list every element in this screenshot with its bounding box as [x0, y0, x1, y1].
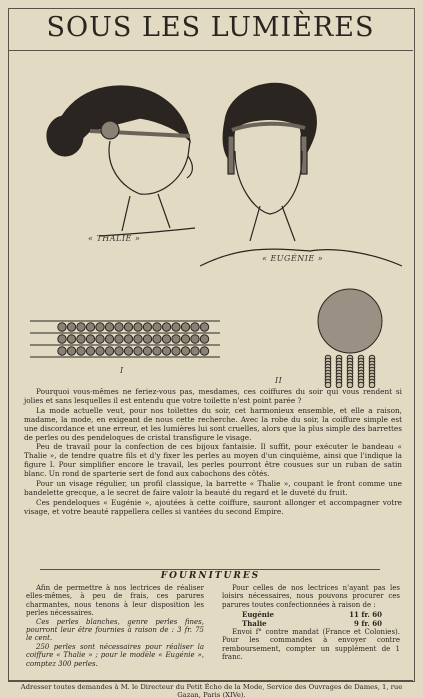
bead	[96, 335, 104, 343]
caption-figure-1: I	[120, 366, 124, 375]
body-paragraph: Peu de travail pour la confection de ces bijoux fantaisie. Il suffit, pour exécuter le bandeau « Thalie », de tendre quatre fils et d'y fixer les perles au moyen d'un cinquième, ainsi que l'indique la figure I. Pour simplifier encore le travail, les perles pourront être cousues sur un ruban de satin blanc. Un rond de sparterie sert de fond aux cabochons des côtés.	[24, 442, 402, 479]
price-row	[242, 620, 382, 628]
price-name: Eugénie	[242, 610, 274, 620]
fournitures-left-italic: Ces perles blanches, genre perles fines, pourront leur être fournies à raison de : 3 fr. 75 le cent.	[26, 617, 204, 643]
bead	[67, 335, 75, 343]
fournitures-left-column	[26, 584, 204, 668]
bead	[77, 347, 85, 355]
bead	[153, 335, 161, 343]
section-rule	[40, 569, 380, 570]
price-value: 9 fr. 60	[354, 618, 382, 628]
bead	[172, 323, 180, 331]
bead	[86, 335, 94, 343]
bead	[153, 347, 161, 355]
bead	[58, 335, 66, 343]
bead	[200, 323, 208, 331]
bead	[191, 335, 199, 343]
caption-thalie: « THALIE »	[88, 234, 141, 243]
body-paragraph: Pour un visage régulier, un profil classique, la barrette « Thalie », coupant le front comme une bandelette grecque, a le secret de faire valoir la beauté du regard et le duveté du fruit.	[24, 479, 402, 497]
fournitures-left-text: Afin de permettre à nos lectrices de réaliser elles-mêmes, à peu de frais, ces parures charmantes, nous tenons à leur disposition les perles nécessaires.	[26, 584, 204, 618]
bead	[134, 347, 142, 355]
eugenie-portrait	[200, 83, 402, 266]
bead	[191, 347, 199, 355]
price-table	[242, 611, 382, 628]
bead	[115, 347, 123, 355]
page-title: SOUS LES LUMIÈRES	[46, 12, 375, 43]
caption-eugenie: « EUGÉNIE »	[262, 254, 324, 263]
bead	[124, 335, 132, 343]
article-body	[24, 388, 402, 518]
bead	[200, 335, 208, 343]
bead	[134, 323, 142, 331]
footer-address: Adresser toutes demandes à M. le Directeur du Petit Écho de la Mode, Service des Ouvrages de Dames, 1, rue Gazan, Paris (XIVe).	[20, 683, 403, 698]
fournitures-right-text-2: Envoi f° contre mandat (France et Colonies). Pour les commandes à envoyer contre remboursement, compter un supplément de 1 franc.	[222, 628, 400, 662]
fournitures-left-italic-2: 250 perles sont nécessaires pour réaliser la coiffure « Thalie » ; pour le modèle « Eugénie », comptez 300 perles.	[26, 642, 204, 668]
bead	[77, 335, 85, 343]
bead	[86, 347, 94, 355]
bead	[124, 347, 132, 355]
bead	[191, 323, 199, 331]
bead	[67, 347, 75, 355]
bead	[172, 347, 180, 355]
price-value: 11 fr. 60	[349, 610, 382, 620]
fournitures-heading: FOURNITURES	[160, 571, 261, 581]
fournitures-right-text: Pour celles de nos lectrices n'ayant pas les loisirs nécessaires, nous pouvons procurer ces parures toutes confectionnées à raison de :	[222, 584, 400, 609]
bead-band-figure	[30, 321, 220, 357]
caption-figure-2: II	[275, 376, 283, 385]
bead	[124, 323, 132, 331]
bead	[172, 335, 180, 343]
bead	[105, 323, 113, 331]
bead	[115, 323, 123, 331]
bead	[134, 335, 142, 343]
bead	[181, 347, 189, 355]
price-name: Thalie	[242, 618, 267, 628]
bead	[162, 323, 170, 331]
bead	[162, 335, 170, 343]
bead	[96, 323, 104, 331]
bead	[143, 323, 151, 331]
bead	[143, 335, 151, 343]
bead	[96, 347, 104, 355]
bead	[105, 335, 113, 343]
thalie-portrait	[47, 86, 195, 236]
body-paragraph: La mode actuelle veut, pour nos toilettes du soir, cet harmonieux ensemble, et elle a raison, madame, la mode, en exigeant de nous cette recherche. Avec la robe du soir, la coiffure simple est une discordance et une erreur, et les lumières lui sont cruelles, alors que la plus simple des barrettes de perles ou des pendeloques de cristal transfigure le visage.	[24, 405, 402, 442]
bead	[115, 335, 123, 343]
bead	[181, 323, 189, 331]
bead	[105, 347, 113, 355]
title-rule	[8, 50, 413, 51]
bead	[67, 323, 75, 331]
bead	[58, 347, 66, 355]
bead	[77, 323, 85, 331]
bead	[162, 347, 170, 355]
body-paragraph: Pourquoi vous-mêmes ne feriez-vous pas, mesdames, ces coiffures du soir qui vous rendent si jolies et sans lesquelles il est entendu que votre toilette n'est point parée ?	[24, 387, 402, 405]
footer-rule	[8, 680, 413, 681]
bead	[153, 323, 161, 331]
bead	[58, 323, 66, 331]
body-paragraph: Ces pendeloques « Eugénie », ajoutées à cette coiffure, sauront allonger et accompagner votre visage, et votre beauté rappellera celles si vantées du second Empire.	[24, 497, 402, 516]
illustration	[10, 56, 412, 388]
pendant-figure	[318, 289, 382, 388]
fournitures-right-column	[222, 584, 400, 662]
bead	[200, 347, 208, 355]
bead	[143, 347, 151, 355]
bead	[86, 323, 94, 331]
bead	[181, 335, 189, 343]
